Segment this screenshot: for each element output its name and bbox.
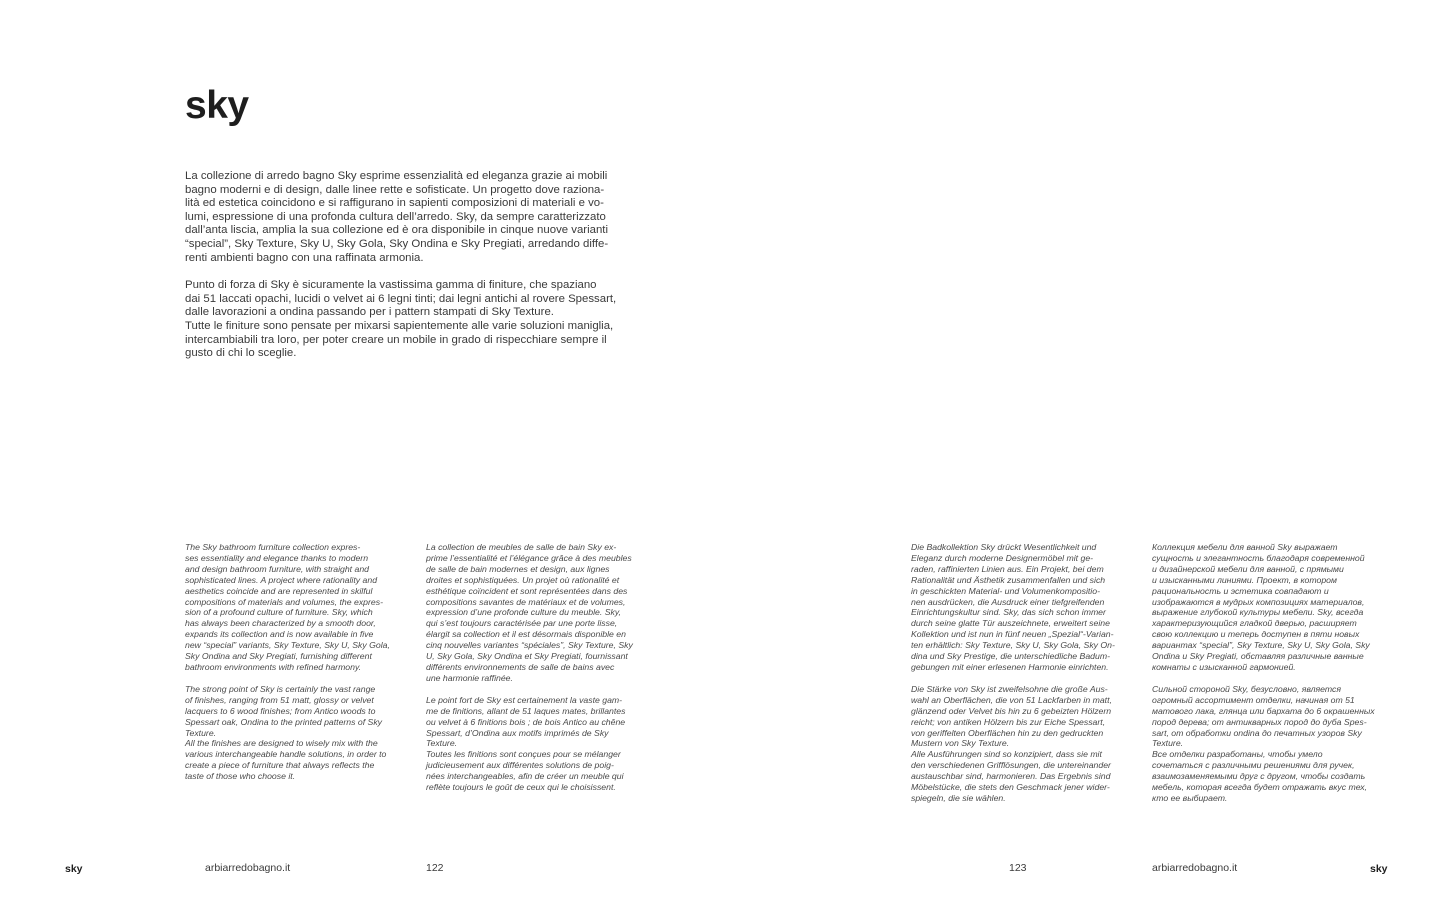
german-paragraph: Die Stärke von Sky ist zweifelsohne die große Aus- wahl an Oberflächen, die von 51 Lackfarben in matt, glänzend oder Velvet bis hin zu 6 gebeizten Hölzern reicht; von antiken Hölzern bis zur Eiche Spessart, von geriffelten Oberflächen hin zu den gedruckten Mustern von Sky Texture. Alle Ausführungen sind so konzipiert, dass sie mit den verschiedenen Grifflösungen, die untereinander austauschbar sind, harmonieren. Das Ergebnis sind Möbelstücke, die stets den Geschmack jener wider- spiegeln, die sie wählen. [911, 683, 1112, 803]
french-paragraph: Le point fort de Sky est certainement la vaste gam- me de finitions, allant de 51 laques mates, brillantes ou velvet à 6 finitions bois ; de bois Antico au chêne Spessart, d’Ondina aux motifs imprimés de Sky Texture. Toutes les finitions sont conçues pour se mélanger judicieusement aux différentes solutions de poig- nées interchangeables, afin de créer un meuble qui reflète toujours le goût de ceux qui le choisissent. [426, 694, 626, 793]
english-paragraph: The Sky bathroom furniture collection expres- ses essentiality and elegance thanks to modern and design bathroom furniture, with straight and sophisticated lines. A project where rationality and aesthetics coincide and are represented in skilful compositions of materials and volumes, the expres- sion of a profound culture of furniture. Sky, which has always been characterized by a smooth door, expands its collection and is now available in five new “special” variants, Sky Texture, Sky U, Sky Gola, Sky Ondina and Sky Pregiati, furnishing different bathroom environments with refined harmony. [185, 542, 390, 672]
french-column [426, 542, 664, 804]
english-column [185, 542, 423, 793]
footer-brand-right: sky [1370, 863, 1388, 875]
footer-website-right[interactable]: arbiarredobagno.it [1152, 862, 1238, 874]
intro-paragraph: La collezione di arredo bagno Sky esprime essenzialità ed eleganza grazie ai mobili bagno moderni e di design, dalle linee rette e sofisticate. Un progetto dove raziona- lità ed estetica coincidono e si raffigurano in sapienti composizioni di materiali e vo- lumi, espressione di una profonda cultura dell’arredo. Sky, da sempre caratterizzato dall’anta liscia, amplia la sua collezione ed è ora disponibile in cinque nuove varianti “special”, Sky Texture, Sky U, Sky Gola, Sky Ondina e Sky Pregiati, arredando diffe- renti ambienti bagno con una raffinata armonia. [185, 170, 609, 264]
page-number-right: 123 [1009, 862, 1027, 874]
german-paragraph: Die Badkollektion Sky drückt Wesentlichkeit und Eleganz durch moderne Designermöbel mit ge- raden, raffinierten Linien aus. Ein Projekt, bei dem Rationalität und Ästhetik zusammenfallen und sich in geschickten Material- und Volumenkompositio- nen ausdrücken, die Ausdruck einer tiefgreifenden Einrichtungskultur sind. Sky, das sich schon immer durch seine glatte Tür auszeichnete, erweitert seine Kollektion und ist nun in fünf neuen „Spezial“-Varian- ten erhältlich: Sky Texture, Sky U, Sky Gola, Sky On- dina und Sky Prestige, die unterschiedliche Badum- gebungen mit einer erlesenen Harmonie einrichten. [911, 542, 1115, 672]
page-title: sky [185, 84, 249, 127]
footer-brand-left: sky [65, 863, 83, 875]
page-number-left: 122 [426, 862, 444, 874]
russian-paragraph: Сильной стороной Sky, безусловно, является огромный ассортимент отделки, начиная от 51 матового лака, глянца или бархата до 6 окрашенных пород дерева; от антикварных пород до дуба Spes- sart, от обработки ondina до печатных узоров Sky Texture. Все отделки разработаны, чтобы умело сочетаться с различными решениями для ручек, взаимозаменяемыми друг с другом, чтобы создать мебель, которая всегда будет отражать вкус тех, кто ее выбирает. [1152, 683, 1375, 803]
intro-paragraph: Punto di forza di Sky è sicuramente la vastissima gamma di finiture, che spaziano dai 51 laccati opachi, lucidi o velvet ai 6 legni tinti; dai legni antichi al rovere Spessart, dalle lavorazioni a ondina passando per i pattern stampati di Sky Texture. Tutte le finiture sono pensate per mixarsi sapientemente alle varie soluzioni maniglia, intercambiabili tra loro, per poter creare un mobile in grado di rispecchiare sempre il gusto di chi lo sceglie. [185, 279, 617, 360]
italian-intro [185, 170, 660, 375]
french-paragraph: La collection de meubles de salle de bain Sky ex- prime l’essentialité et l’élégance grâce à des meubles de salle de bain modernes et design, aux lignes droites et sophistiquées. Un projet où rationalité et esthétique coïncident et sont représentées dans des compositions savantes de matériaux et de volumes, expression d’une profonde culture du meuble. Sky, qui s’est toujours caractérisée par une porte lisse, élargit sa collection et il est désormais disponible en cinq nouvelles variantes “spéciales”, Sky Texture, Sky U, Sky Gola, Sky Ondina et Sky Pregiati, fournissant différents environnements de salle de bains avec une harmonie raffinée. [426, 542, 633, 683]
footer-website-left[interactable]: arbiarredobagno.it [205, 862, 291, 874]
english-paragraph: The strong point of Sky is certainly the vast range of finishes, ranging from 51 matt, glossy or velvet lacquers to 6 wood finishes; from Antico woods to Spessart oak, Ondina to the printed patterns of Sky Texture. All the finishes are designed to wisely mix with the various interchangeable handle solutions, in order to create a piece of furniture that always reflects the taste of those who choose it. [185, 683, 387, 782]
russian-paragraph: Коллекция мебели для ванной Sky выражает сущность и элегантность благодаря современной и дизайнерской мебели для ванной, с прямыми и изысканными линиями. Проект, в котором рациональность и эстетика совпадают и изображаются в мудрых композициях материалов, выражение глубокой культуры мебели. Sky, всегда характеризующийся гладкой дверью, расширяет свою коллекцию и теперь доступен в пяти новых вариантах “special”, Sky Texture, Sky U, Sky Gola, Sky Ondina и Sky Pregiati, обставляя различные ванные комнаты с изысканной гармонией. [1152, 542, 1370, 672]
german-column [911, 542, 1151, 815]
russian-column [1152, 542, 1392, 815]
